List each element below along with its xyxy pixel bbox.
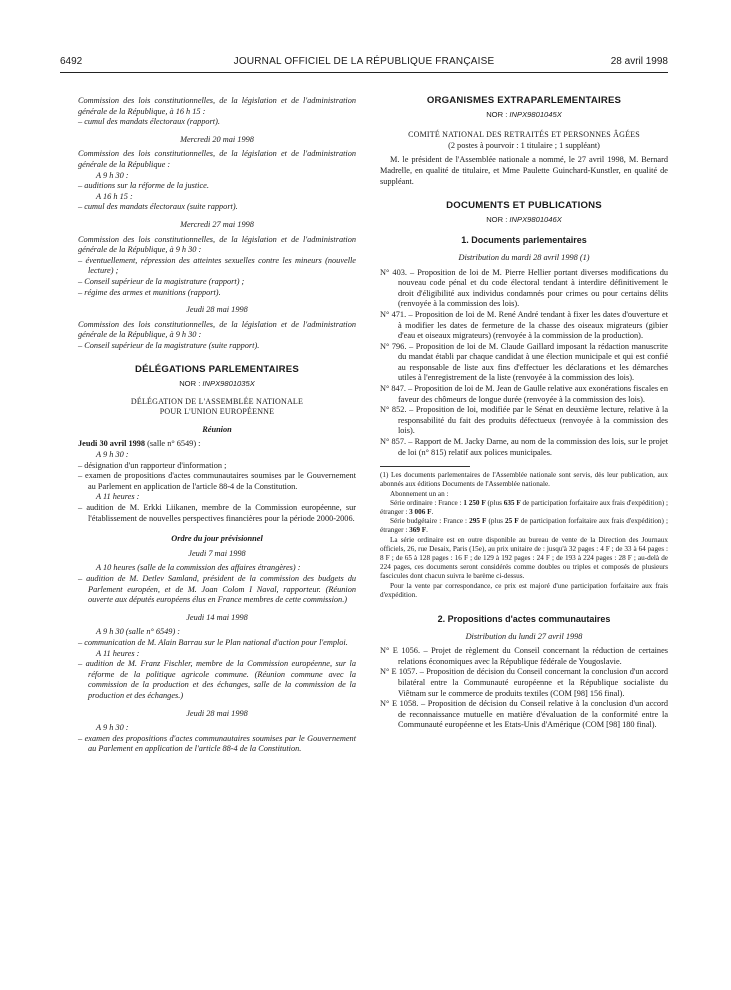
delegation-name: DÉLÉGATION DE L'ASSEMBLÉE NATIONALE: [130, 396, 304, 406]
commission-paragraph: Commission des lois constitutionnelles, de la législation et de l'administration générale de la République :: [78, 149, 356, 169]
date-heading: Jeudi 7 mai 1998: [188, 548, 246, 558]
date-heading: Mercredi 20 mai 1998: [180, 134, 254, 144]
agenda-item: – auditions sur la réforme de la justice.: [78, 181, 209, 191]
commission-paragraph: Commission des lois constitutionnelles, de la législation et de l'administration générale de la République, à 9 h 30 :: [78, 319, 356, 340]
time-label: A 10 heures (salle de la commission des affaires étrangères) :: [96, 563, 301, 573]
agenda-item: – éventuellement, répression des atteintes sexuelles contre les mineurs (nouvelle lecture) ;: [78, 255, 356, 276]
document-entry: N° 847. – Proposition de loi de M. Jean de Gaulle relative aux exonérations fiscales en faveur des chômeurs de longue durée (renvoyée à la commission des lois).: [380, 384, 668, 404]
footnote-text: Abonnement un an :: [390, 489, 449, 498]
reunion-heading: Réunion: [202, 424, 232, 434]
footnote-text: Pour la vente par correspondance, ce prix est majoré d'une participation forfaitaire aux frais d'expédition.: [380, 581, 668, 599]
agenda-item: – communication de M. Alain Barrau sur le Plan national d'action pour l'emploi.: [78, 637, 348, 647]
journal-title: JOURNAL OFFICIEL DE LA RÉPUBLIQUE FRANÇAISE: [233, 56, 495, 67]
distribution-date: Distribution du lundi 27 avril 1998: [465, 631, 583, 641]
footnote-text: (1) Les documents parlementaires de l'Assemblée nationale sont servis, dès leur publication, aux abonnés aux éditions Documents de l'Assemblée nationale.: [380, 471, 668, 489]
agenda-item: – examen des propositions d'actes communautaires soumises par le Gouvernement au Parlement en application de l'article 88-4 de la Constitution.: [78, 733, 356, 754]
header-rule: [60, 72, 668, 73]
agenda-item: – Conseil supérieur de la magistrature (suite rapport).: [78, 340, 260, 350]
document-entry: N° 852. – Proposition de loi, modifiée par le Sénat en deuxième lecture, relative à la responsabilité du fait des produits défectueux (renvoyée à la commission des lois).: [380, 405, 668, 436]
date-heading: Mercredi 27 mai 1998: [180, 219, 254, 229]
right-column: [380, 96, 668, 731]
page-number: 6492: [60, 56, 83, 67]
commission-paragraph: Commission des lois constitutionnelles, de la législation et de l'administration générale de la République, à 16 h 15 :: [78, 96, 356, 116]
subsection-heading: 2. Propositions d'actes communautaires: [437, 614, 611, 625]
agenda-item: – audition de M. Erkki Liikanen, membre de la Commission européenne, sur l'établissement de nouvelles perspectives financières pour la période 2000-2006.: [78, 503, 356, 523]
community-act-entry: N° E 1056. – Projet de règlement du Conseil concernant la réduction de certaines relations économiques avec la République fédérale de Yougoslavie.: [380, 646, 668, 666]
nomination-text: M. le président de l'Assemblée nationale a nommé, le 27 avril 1998, M. Bernard Madrelle, en qualité de titulaire, et Mme Paulette Guinchard-Kunstler, en qualité de suppléant.: [380, 155, 668, 186]
time-label: A 9 h 30 :: [96, 723, 129, 733]
agenda-item: – cumul des mandats électoraux (rapport).: [78, 117, 220, 127]
agenda-item: – audition de M. Detlev Samland, président de la commission des budgets du Parlement européen, et de M. Joan Colom I Naval, rapporteur. (Réunion ouverte aux députés européens élus en France membres de cette commission.): [78, 573, 356, 605]
provisional-agenda-heading: Ordre du jour prévisionnel: [171, 534, 263, 544]
agenda-item: – régime des armes et munitions (rapport).: [78, 287, 221, 297]
document-entry: N° 857. – Rapport de M. Jacky Darne, au nom de la commission des lois, sur le projet de loi (n° 815) relatif aux polices municipales.: [380, 437, 668, 457]
left-column: [78, 96, 356, 755]
footnote-price-budgetaire: Série budgétaire : France : 295 F (plus 25 F de participation forfaitaire aux frais d'expédition) ; étranger : 369 F.: [380, 517, 669, 535]
time-label: A 9 h 30 :: [96, 170, 129, 180]
time-label: A 11 heures :: [96, 492, 140, 502]
section-heading-organismes: ORGANISMES EXTRAPARLEMENTAIRES: [426, 95, 622, 106]
committee-name: COMITÉ NATIONAL DES RETRAITÉS ET PERSONNES ÂGÉES: [408, 130, 640, 140]
time-label: A 9 h 30 :: [96, 450, 129, 460]
agenda-item: – désignation d'un rapporteur d'information ;: [78, 460, 227, 470]
footnote-price-ordinaire: Série ordinaire : France : 1 250 F (plus 635 F de participation forfaitaire aux frais d'expédition) ; étranger : 3 006 F.: [380, 498, 668, 517]
date-heading: Jeudi 14 mai 1998: [186, 612, 248, 622]
time-label: A 9 h 30 (salle n° 6549) :: [96, 627, 181, 637]
section-heading-delegations: DÉLÉGATIONS PARLEMENTAIRES: [134, 364, 300, 376]
positions-note: (2 postes à pourvoir : 1 titulaire ; 1 suppléant): [448, 140, 600, 150]
date-heading: Jeudi 28 mai 1998: [186, 305, 248, 315]
delegation-name: POUR L'UNION EUROPÉENNE: [159, 407, 275, 417]
footnote-text: La série ordinaire est en outre disponible au bureau de vente de la Direction des Journaux officiels, 26, rue Desaix, Paris (15e), au prix unitaire de : jusqu'à 32 pages : 4 F ; de 33 à 64 pages : 8 F ; de 65 à 128 pages : 16 F ; de 129 à 192 pages : 24 F ; de 193 à 224 pages : 28 F ; au-delà de 224 pages, ces documents seront considérés comme doubles ou triples et composés de plusieurs fascicules dont chacun suivra le barème ci-dessus.: [380, 535, 668, 581]
footnote: [380, 471, 668, 600]
time-label: A 16 h 15 :: [96, 191, 133, 201]
distribution-date: Distribution du mardi 28 avril 1998 (1): [458, 252, 590, 262]
footnote-rule: [380, 466, 470, 467]
issue-date: 28 avril 1998: [610, 56, 668, 67]
document-entry: N° 796. – Proposition de loi de M. Claude Gaillard imposant la rédaction manuscrite du mandat établi par chaque candidat à une élection municipale et qui est confié au responsable de liste aux fins d'effectuer les déclarations et les démarches utiles à l'enregistrement de la liste (renvoyée à la commission des lois).: [380, 341, 668, 383]
subsection-heading: 1. Documents parlementaires: [461, 235, 587, 246]
agenda-item: – examen de propositions d'actes communautaires soumises par le Gouvernement au Parlement en application de l'article 88-4 de la Constitution.: [78, 471, 356, 491]
document-entry: N° 403. – Proposition de loi de M. Pierre Hellier portant diverses modifications du nouveau code pénal et du code électoral tendant à interdire définitivement le droit d'éligibilité aux individus condamnés pour crimes ou pour certains délits (renvoyée à la commission des lois).: [380, 267, 668, 309]
page-header: [60, 50, 668, 68]
commission-paragraph: Commission des lois constitutionnelles, de la législation et de l'administration générale de la République, à 9 h 30 :: [78, 234, 356, 255]
meeting-date: Jeudi 30 avril 1998 (salle n° 6549) :: [78, 439, 201, 449]
nor-reference: NOR : INPX9801035X: [179, 379, 255, 389]
agenda-item: – Conseil supérieur de la magistrature (rapport) ;: [78, 276, 245, 286]
date-heading: Jeudi 28 mai 1998: [186, 708, 248, 718]
section-heading-documents: DOCUMENTS ET PUBLICATIONS: [446, 200, 602, 212]
document-entry: N° 471. – Proposition de loi de M. René André tendant à fixer les dates d'ouverture et à modifier les dates de fermeture de la chasse des oiseaux migrateurs (gibier d'eau et oiseaux migrateurs) (renvoyée à la commission de la production).: [380, 309, 668, 341]
community-act-entry: N° E 1058. – Proposition de décision du Conseil relative à la conclusion d'un accord de reconnaissance mutuelle en matière d'évaluation de la conformité entre la Communauté européenne et les Etats-Unis d'Amérique (COM [98] 180 final).: [380, 699, 668, 730]
agenda-item: – cumul des mandats électoraux (suite rapport).: [78, 202, 238, 212]
community-act-entry: N° E 1057. – Proposition de décision du Conseil concernant la conclusion d'un accord bilatéral entre la Communauté européenne et la République socialiste du Viêtnam sur le commerce de produits textiles (COM [98] 156 final).: [380, 667, 668, 698]
nor-reference: NOR : INPX9801045X: [486, 109, 562, 119]
agenda-item: – audition de M. Franz Fischler, membre de la Commission européenne, sur la réforme de la politique agricole commune. (Réunion commune avec la commission de la production et des échanges, salle de la commission de la production et des échanges.): [78, 659, 356, 700]
time-label: A 11 heures :: [96, 648, 140, 658]
nor-reference: NOR : INPX9801046X: [486, 214, 562, 224]
